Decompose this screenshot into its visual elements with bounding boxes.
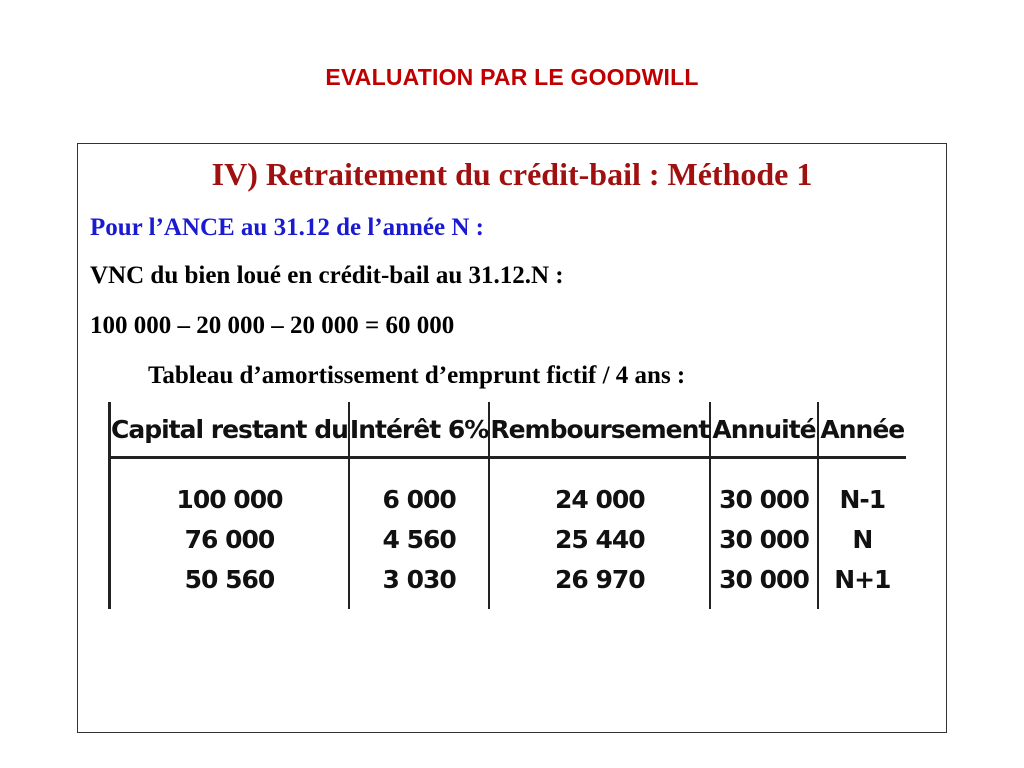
cell-remboursement: 24 000: [489, 458, 710, 520]
cell-annee: N: [818, 519, 906, 559]
ance-subheading: Pour l’ANCE au 31.12 de l’année N :: [90, 214, 484, 241]
table-row: [110, 519, 907, 559]
table-row: [110, 458, 907, 520]
header-annee: Année: [818, 402, 906, 458]
slide-title: EVALUATION PAR LE GOODWILL: [325, 64, 699, 90]
cell-interet: 6 000: [349, 458, 489, 520]
cell-interet: 3 030: [349, 559, 489, 609]
cell-capital: 76 000: [110, 519, 349, 559]
header-remboursement: Remboursement: [489, 402, 710, 458]
vnc-calculation: 100 000 – 20 000 – 20 000 = 60 000: [90, 312, 455, 339]
header-annuite: Annuité: [710, 402, 817, 458]
cell-remboursement: 26 970: [489, 559, 710, 609]
header-interet: Intérêt 6%: [349, 402, 489, 458]
cell-annuite: 30 000: [710, 519, 817, 559]
header-capital: Capital restant du: [110, 402, 349, 458]
vnc-label: VNC du bien loué en crédit-bail au 31.12.N :: [90, 262, 564, 289]
amortization-table: [108, 402, 906, 609]
cell-annee: N-1: [818, 458, 906, 520]
section-heading: IV) Retraitement du crédit-bail : Méthode 1: [211, 156, 813, 192]
table-header-row: [110, 402, 907, 458]
cell-capital: 50 560: [110, 559, 349, 609]
cell-annuite: 30 000: [710, 458, 817, 520]
table-caption: Tableau d’amortissement d’emprunt fictif / 4 ans :: [148, 362, 686, 389]
cell-interet: 4 560: [349, 519, 489, 559]
content-box: [77, 143, 947, 733]
table-row: [110, 559, 907, 609]
cell-annee: N+1: [818, 559, 906, 609]
cell-annuite: 30 000: [710, 559, 817, 609]
cell-capital: 100 000: [110, 458, 349, 520]
cell-remboursement: 25 440: [489, 519, 710, 559]
